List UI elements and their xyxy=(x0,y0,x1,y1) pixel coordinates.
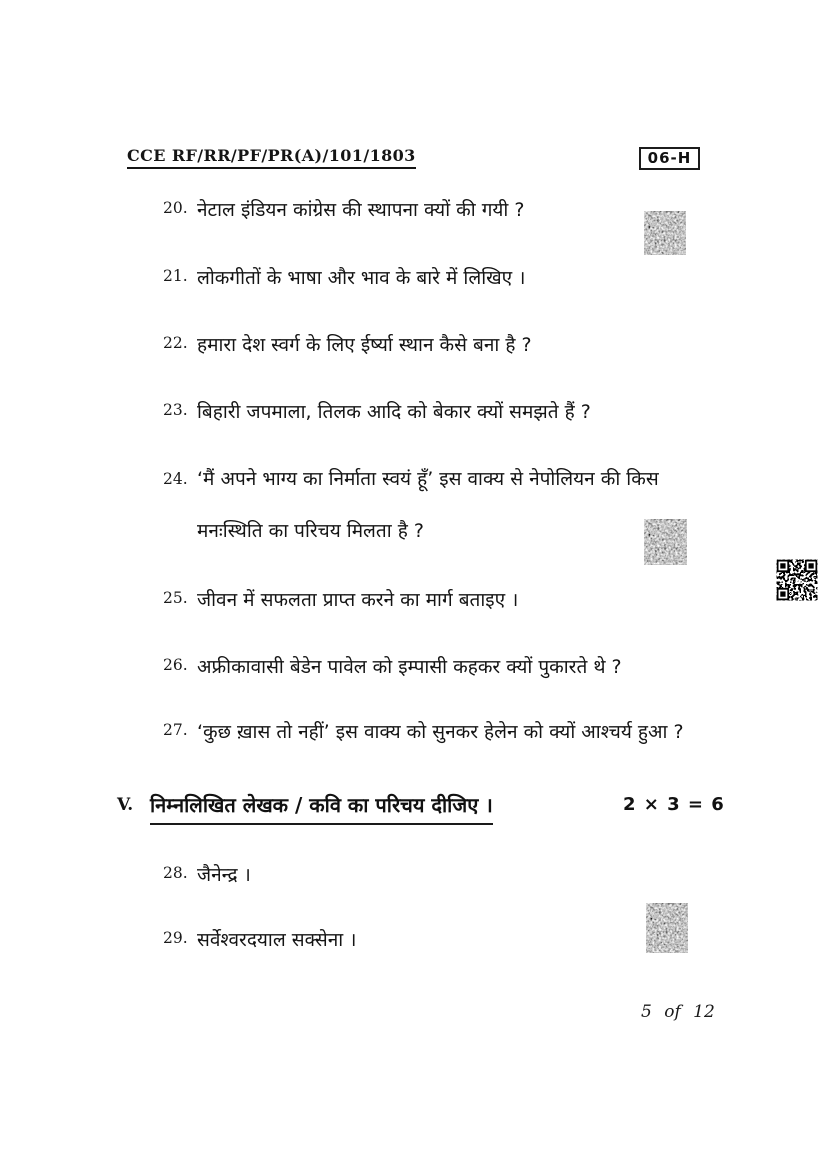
question-text: सर्वेश्वरदयाल सक्सेना । xyxy=(197,929,357,951)
question-number: 22. xyxy=(163,334,188,352)
question-text: बिहारी जपमाला, तिलक आदि को बेकार क्यों समझते हैं ? xyxy=(197,401,591,423)
question-number: 29. xyxy=(163,929,188,947)
question-number: 25. xyxy=(163,589,188,607)
question-number: 26. xyxy=(163,656,188,674)
qr-finder-top-left xyxy=(777,560,789,572)
question-text: हमारा देश स्वर्ग के लिए ईर्ष्या स्थान कैसे बना है ? xyxy=(197,334,532,356)
exam-code: CCE RF/RR/PF/PR(A)/101/1803 xyxy=(127,146,416,169)
marks-allocation: 2 × 3 = 6 xyxy=(623,794,725,815)
section-instruction: निम्नलिखित लेखक / कवि का परिचय दीजिए । xyxy=(150,791,493,825)
question-text: नेटाल इंडियन कांग्रेस की स्थापना क्यों की गयी ? xyxy=(197,199,525,221)
question-text: ‘मैं अपने भाग्य का निर्माता स्वयं हूँ’ इस वाक्य से नेपोलियन की किस मनःस्थिति का परिचय मिलता है ? xyxy=(197,468,659,542)
question-text: जीवन में सफलता प्राप्त करने का मार्ग बताइए । xyxy=(197,589,519,611)
section-label: V. xyxy=(117,795,134,815)
question-number: 21. xyxy=(163,267,188,285)
question-text: जैनेन्द्र । xyxy=(197,864,251,886)
qr-finder-top-right xyxy=(805,560,817,572)
question-number: 27. xyxy=(163,721,188,739)
question-number: 28. xyxy=(163,864,188,882)
question-text: लोकगीतों के भाषा और भाव के बारे में लिखिए । xyxy=(197,267,526,289)
version-code-badge: 06-H xyxy=(639,147,700,170)
question-text: ‘कुछ ख़ास तो नहीं’ इस वाक्य को सुनकर हेलेन को क्यों आश्चर्य हुआ ? xyxy=(197,721,684,743)
question-number: 20. xyxy=(163,199,188,217)
question-number: 23. xyxy=(163,401,188,419)
qr-finder-bottom-left xyxy=(777,588,789,600)
question-text: अफ्रीकावासी बेडेन पावेल को इम्पासी कहकर क्यों पुकारते थे ? xyxy=(197,656,622,678)
page-number-indicator: 5 of 12 xyxy=(641,1002,715,1022)
qr-code-icon xyxy=(775,557,819,603)
question-number: 24. xyxy=(163,470,188,488)
